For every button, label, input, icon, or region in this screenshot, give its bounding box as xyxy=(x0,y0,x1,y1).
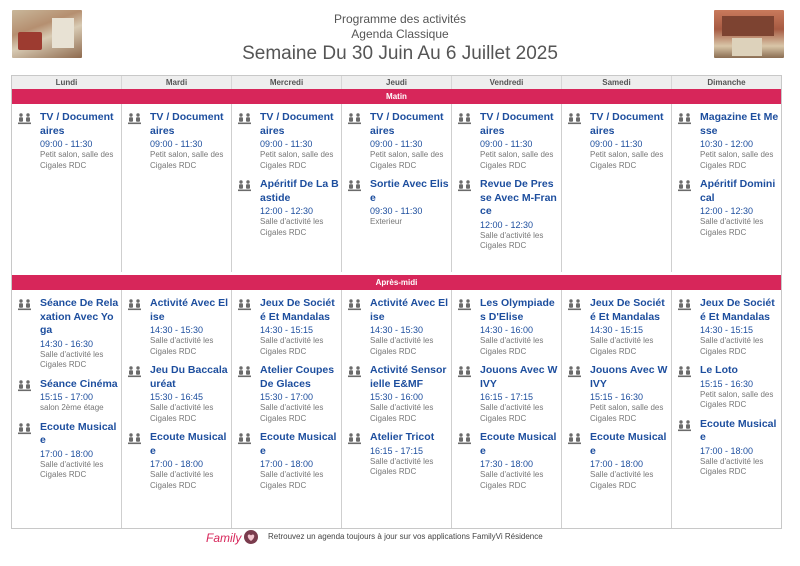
activity-title: Ecoute Musicale xyxy=(150,431,227,457)
activity-location: Salle d'activité les Cigales RDC xyxy=(700,456,764,476)
activity-title: TV / Documentaires xyxy=(370,111,444,137)
day-column xyxy=(561,104,671,272)
activity-title: Sortie Avec Elise xyxy=(370,178,449,204)
activity-title: Jouons Avec WIVY xyxy=(480,364,558,390)
activity-title: Jeux De Société Et Mandalas xyxy=(260,297,335,323)
activity-item[interactable] xyxy=(348,364,449,424)
people-icon xyxy=(678,299,691,357)
activity-item[interactable] xyxy=(458,297,559,357)
app-reminder-message: Retrouvez un agenda toujours à jour sur vos applications FamilyVi Résidence xyxy=(268,532,543,541)
activity-title: Activité Avec Elise xyxy=(370,297,449,323)
day-header: Jeudi xyxy=(341,76,451,89)
activity-location: Petit salon, salle des Cigales RDC xyxy=(40,150,114,170)
activity-location: Petit salon, salle des Cigales RDC xyxy=(370,150,444,170)
people-icon xyxy=(458,299,471,357)
activity-item[interactable] xyxy=(568,431,669,491)
activity-time: 17:00 - 18:00 xyxy=(590,459,644,469)
activity-location: Salle d'activité les Cigales RDC xyxy=(480,336,544,356)
section-band-morning: Matin xyxy=(12,89,781,104)
activity-location: Salle d'activité les Cigales RDC xyxy=(370,403,434,423)
activity-time: 09:00 - 11:30 xyxy=(260,139,313,149)
day-header: Mercredi xyxy=(231,76,341,89)
people-icon xyxy=(18,380,31,414)
activity-item[interactable] xyxy=(128,364,229,424)
activity-location: Salle d'activité les Cigales RDC xyxy=(480,230,544,250)
activity-location: Petit salon, salle des Cigales RDC xyxy=(480,150,554,170)
activity-title: Ecoute Musicale xyxy=(590,431,667,457)
activity-time: 09:00 - 11:30 xyxy=(590,139,643,149)
activity-item[interactable] xyxy=(458,111,559,171)
activity-location: Salle d'activité les Cigales RDC xyxy=(480,470,544,490)
activity-time: 10:30 - 12:00 xyxy=(700,139,754,149)
people-icon xyxy=(238,433,251,491)
activity-time: 14:30 - 16:30 xyxy=(40,338,94,349)
activity-item[interactable] xyxy=(348,111,449,171)
activity-time: 15:15 - 16:30 xyxy=(590,392,644,402)
activity-title: Jeux De Société Et Mandalas xyxy=(700,297,775,323)
activity-time: 09:00 - 11:30 xyxy=(150,139,203,149)
activity-time: 14:30 - 15:15 xyxy=(590,325,644,335)
activity-title: Le Loto xyxy=(700,364,738,376)
familyvi-logo: Family xyxy=(206,531,242,545)
activity-location: Salle d'activité les Cigales RDC xyxy=(150,403,214,423)
activity-time: 16:15 - 17:15 xyxy=(370,445,424,456)
people-icon xyxy=(128,113,141,171)
activity-title: Les Olympiades D'Elise xyxy=(480,297,555,323)
activity-item[interactable] xyxy=(348,297,449,357)
people-icon xyxy=(238,299,251,357)
activity-time: 14:30 - 15:15 xyxy=(700,325,754,335)
activity-title: Jeux De Société Et Mandalas xyxy=(590,297,665,323)
weekly-agenda-grid xyxy=(11,75,782,529)
activity-time: 09:00 - 11:30 xyxy=(40,139,93,149)
activity-title: TV / Documentaires xyxy=(150,111,224,137)
people-icon xyxy=(238,366,251,424)
activity-item[interactable] xyxy=(458,178,559,252)
day-column xyxy=(121,290,231,528)
activity-location: Exterieur xyxy=(370,217,403,226)
activity-time: 17:00 - 18:00 xyxy=(700,445,754,456)
activity-title: Jeu Du Baccalauréat xyxy=(150,364,228,390)
activity-time: 15:30 - 16:00 xyxy=(370,392,424,402)
people-icon xyxy=(568,433,581,491)
people-icon xyxy=(128,433,141,491)
activity-title: Ecoute Musicale xyxy=(260,431,337,457)
activity-location: Salle d'activité les Cigales RDC xyxy=(40,349,104,369)
activity-item[interactable] xyxy=(678,111,779,171)
activity-location: Salle d'activité les Cigales RDC xyxy=(150,336,214,356)
activity-time: 14:30 - 15:30 xyxy=(150,325,204,335)
activity-location: Salle d'activité les Cigales RDC xyxy=(480,403,544,423)
activity-title: Apéritif Dominical xyxy=(700,178,776,204)
day-header: Lundi xyxy=(55,78,78,87)
section-band-afternoon: Après-midi xyxy=(12,275,781,290)
day-column xyxy=(121,104,231,272)
activity-time: 09:00 - 11:30 xyxy=(480,139,533,149)
day-column xyxy=(451,104,561,272)
people-icon xyxy=(18,113,31,171)
activity-time: 15:15 - 17:00 xyxy=(40,392,94,402)
people-icon xyxy=(458,180,471,252)
activity-time: 17:00 - 18:00 xyxy=(150,459,204,469)
activity-item[interactable] xyxy=(348,178,449,228)
activity-location: Petit salon, salle des Cigales RDC xyxy=(700,150,774,170)
activity-location: Petit salon, salle des Cigales RDC xyxy=(590,150,664,170)
day-column xyxy=(12,290,121,528)
people-icon xyxy=(348,366,361,424)
activity-item[interactable] xyxy=(458,431,559,491)
activity-location: Petit salon, salle des Cigales RDC xyxy=(260,150,334,170)
activity-time: 09:00 - 11:30 xyxy=(370,139,423,149)
day-column xyxy=(561,290,671,528)
day-header: Dimanche xyxy=(671,76,781,89)
activity-item[interactable] xyxy=(238,364,339,424)
week-title: Semaine Du 30 Juin Au 6 Juillet 2025 xyxy=(242,43,558,64)
activity-location: Salle d'activité les Cigales RDC xyxy=(370,456,434,476)
activity-location: Petit salon, salle des Cigales RDC xyxy=(700,389,774,409)
people-icon xyxy=(18,299,31,371)
activity-location: Petit salon, salle des Cigales RDC xyxy=(150,150,224,170)
activity-title: Ecoute Musicale xyxy=(40,420,117,446)
activity-title: Revue De Presse Avec M-France xyxy=(480,178,557,217)
activity-time: 12:00 - 12:30 xyxy=(700,206,754,216)
activity-item[interactable] xyxy=(18,378,119,414)
activity-location: Salle d'activité les Cigales RDC xyxy=(260,217,324,237)
people-icon xyxy=(568,366,581,424)
activity-item[interactable] xyxy=(568,111,669,171)
agenda-type: Agenda Classique xyxy=(351,27,449,41)
activity-location: salon 2ème étage xyxy=(40,403,104,412)
activity-title: Magazine Et Messe xyxy=(700,111,779,137)
day-column xyxy=(231,104,341,272)
activity-item[interactable] xyxy=(238,297,339,357)
activity-time: 17:00 - 18:00 xyxy=(260,459,314,469)
activity-item[interactable] xyxy=(348,431,449,478)
activity-item[interactable] xyxy=(18,421,119,481)
activity-time: 15:30 - 16:45 xyxy=(150,392,204,402)
people-icon xyxy=(238,180,251,238)
day-column xyxy=(451,290,561,528)
activity-item[interactable] xyxy=(678,297,779,357)
activity-title: Activité Avec Elise xyxy=(150,297,229,323)
activity-location: Salle d'activité les Cigales RDC xyxy=(700,217,764,237)
day-column xyxy=(671,290,781,528)
afternoon-section xyxy=(12,290,781,528)
activity-item[interactable] xyxy=(18,297,119,371)
people-icon xyxy=(238,113,251,171)
day-column xyxy=(231,290,341,528)
activity-item[interactable] xyxy=(128,111,229,171)
activity-time: 17:30 - 18:00 xyxy=(480,459,534,469)
morning-section xyxy=(12,104,781,272)
activity-title: Séance Cinéma xyxy=(40,377,118,390)
people-icon xyxy=(348,113,361,171)
activity-title: TV / Documentaires xyxy=(40,111,114,137)
activity-item[interactable] xyxy=(238,111,339,171)
people-icon xyxy=(568,299,581,357)
activity-title: Atelier Coupes De Glaces xyxy=(260,364,335,390)
activity-location: Salle d'activité les Cigales RDC xyxy=(260,403,324,423)
activity-location: Salle d'activité les Cigales RDC xyxy=(370,336,434,356)
activity-time: 16:15 - 17:15 xyxy=(480,392,534,402)
activity-title: Atelier Tricot xyxy=(370,431,435,443)
activity-title: TV / Documentaires xyxy=(260,111,334,137)
people-icon xyxy=(678,113,691,171)
activity-time: 14:30 - 15:30 xyxy=(370,325,424,335)
activity-item[interactable] xyxy=(678,364,779,411)
activity-item[interactable] xyxy=(128,431,229,491)
activity-time: 12:00 - 12:30 xyxy=(260,206,314,216)
people-icon xyxy=(348,299,361,357)
familyvi-logo-icon xyxy=(244,530,258,544)
activity-item[interactable] xyxy=(458,364,559,424)
people-icon xyxy=(678,366,691,411)
activity-item[interactable] xyxy=(128,297,229,357)
activity-time: 14:30 - 15:15 xyxy=(260,325,314,335)
activity-title: TV / Documentaires xyxy=(590,111,664,137)
people-icon xyxy=(678,420,691,478)
activity-location: Petit salon, salle des Cigales RDC xyxy=(590,403,664,423)
activity-location: Salle d'activité les Cigales RDC xyxy=(150,470,214,490)
people-icon xyxy=(348,433,361,478)
day-column xyxy=(12,104,121,272)
activity-title: Jouons Avec WIVY xyxy=(590,364,668,390)
day-header-row xyxy=(12,76,781,90)
people-icon xyxy=(458,113,471,171)
activity-location: Salle d'activité les Cigales RDC xyxy=(260,336,324,356)
day-header: Mardi xyxy=(121,76,231,89)
people-icon xyxy=(128,299,141,357)
activity-item[interactable] xyxy=(678,178,779,238)
activity-title: Ecoute Musicale xyxy=(700,417,777,443)
activity-item[interactable] xyxy=(238,178,339,238)
day-column xyxy=(671,104,781,272)
activity-title: Activité Sensorielle E&MF xyxy=(370,364,447,390)
activity-time: 15:15 - 16:30 xyxy=(700,378,754,389)
activity-location: Salle d'activité les Cigales RDC xyxy=(590,470,654,490)
people-icon xyxy=(348,180,361,228)
activity-item[interactable] xyxy=(238,431,339,491)
activity-item[interactable] xyxy=(18,111,119,171)
activity-item[interactable] xyxy=(678,418,779,478)
people-icon xyxy=(128,366,141,424)
activity-title: TV / Documentaires xyxy=(480,111,554,137)
day-header: Samedi xyxy=(561,76,671,89)
activity-time: 09:30 - 11:30 xyxy=(370,206,423,216)
people-icon xyxy=(458,366,471,424)
day-column xyxy=(341,290,451,528)
activity-item[interactable] xyxy=(568,364,669,424)
activity-title: Séance De Relaxation Avec Yoga xyxy=(40,297,119,336)
people-icon xyxy=(568,113,581,171)
activity-title: Ecoute Musicale xyxy=(480,431,557,457)
footer xyxy=(0,530,800,546)
activity-location: Salle d'activité les Cigales RDC xyxy=(40,459,104,479)
people-icon xyxy=(678,180,691,238)
activity-time: 14:30 - 16:00 xyxy=(480,325,534,335)
activity-location: Salle d'activité les Cigales RDC xyxy=(260,470,324,490)
activity-time: 15:30 - 17:00 xyxy=(260,392,314,402)
activity-time: 17:00 - 18:00 xyxy=(40,448,94,459)
activity-time: 12:00 - 12:30 xyxy=(480,219,534,230)
day-header: Vendredi xyxy=(451,76,561,89)
activity-location: Salle d'activité les Cigales RDC xyxy=(700,336,764,356)
people-icon xyxy=(18,423,31,481)
activity-item[interactable] xyxy=(568,297,669,357)
activity-title: Apéritif De La Bastide xyxy=(260,178,339,204)
activity-location: Salle d'activité les Cigales RDC xyxy=(590,336,654,356)
day-column xyxy=(341,104,451,272)
people-icon xyxy=(458,433,471,491)
program-heading: Programme des activités xyxy=(333,12,467,26)
